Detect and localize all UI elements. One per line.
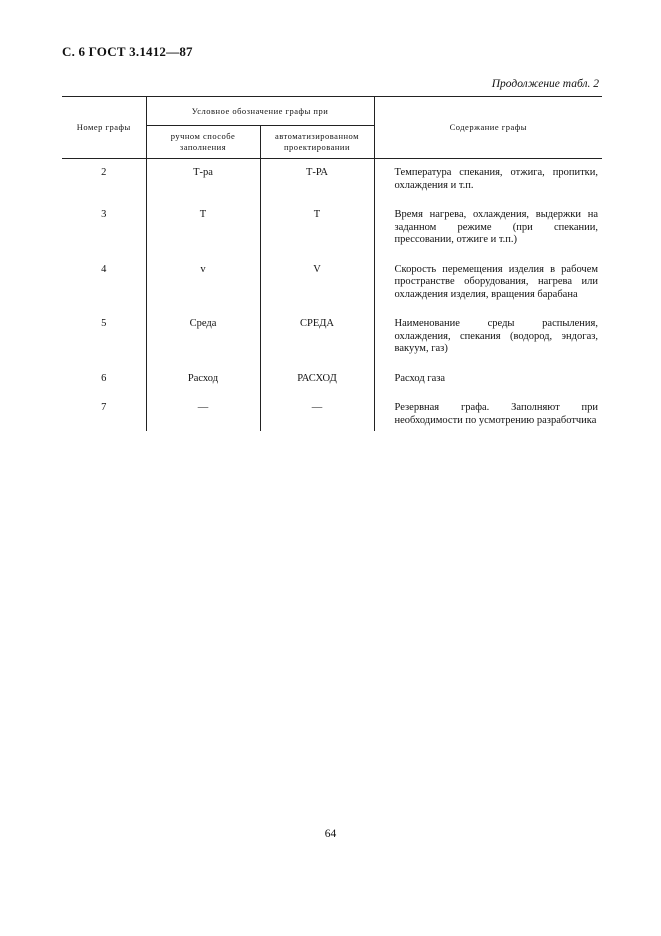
cell-content: Резервная графа. Заполняют при необходимости по усмотрению разработчика xyxy=(394,402,599,426)
cell-number: 3 xyxy=(62,209,146,264)
header-content: Содержание графы xyxy=(374,97,602,159)
cell-content: Скорость перемещения изделия в рабочем пространстве оборудования, нагрева или охлаждения изделия, вращения барабана xyxy=(394,263,599,300)
cell-number: 7 xyxy=(62,402,146,431)
cell-manual: — xyxy=(146,402,260,431)
cell-content: Время нагрева, охлаждения, выдержки на заданном режиме (при спекании, прессовании, отжиге и т.п.) xyxy=(394,209,599,245)
table-row xyxy=(62,159,602,210)
cell-content: Температура спекания, отжига, пропитки, охлаждения и т.п. xyxy=(394,167,599,191)
header-number: Номер графы xyxy=(62,97,146,159)
table-row xyxy=(62,209,602,264)
table-row xyxy=(62,402,602,431)
cell-number: 2 xyxy=(62,159,146,210)
cell-auto: Т xyxy=(260,209,374,264)
cell-content: Наименование среды распыления, охлаждения, спекания (водород, эндогаз, вакуум, газ) xyxy=(394,318,599,354)
page-number: 64 xyxy=(324,828,337,840)
cell-manual: Среда xyxy=(146,318,260,373)
header-designation-group: Условное обозначение графы при xyxy=(146,97,374,126)
cell-manual: v xyxy=(146,264,260,319)
table-continuation-label: Продолжение табл. 2 xyxy=(491,78,599,90)
table-row xyxy=(62,318,602,373)
table-row xyxy=(62,373,602,403)
cell-auto: V xyxy=(260,264,374,319)
cell-number: 5 xyxy=(62,318,146,373)
header-manual: ручном способе заполнения xyxy=(146,126,260,159)
cell-number: 4 xyxy=(62,264,146,319)
cell-auto: Т-РА xyxy=(260,159,374,210)
cell-content: Расход газа xyxy=(394,372,446,384)
cell-manual: Расход xyxy=(146,373,260,403)
cell-manual: Т xyxy=(146,209,260,264)
table-row xyxy=(62,264,602,319)
page-header: С. 6 ГОСТ 3.1412—87 xyxy=(62,44,193,59)
cell-number: 6 xyxy=(62,373,146,403)
parameters-table xyxy=(62,96,602,431)
header-auto: автоматизированном проектировании xyxy=(260,126,374,159)
cell-auto: РАСХОД xyxy=(260,373,374,403)
cell-auto: СРЕДА xyxy=(260,318,374,373)
cell-auto: — xyxy=(260,402,374,431)
cell-manual: Т-ра xyxy=(146,159,260,210)
